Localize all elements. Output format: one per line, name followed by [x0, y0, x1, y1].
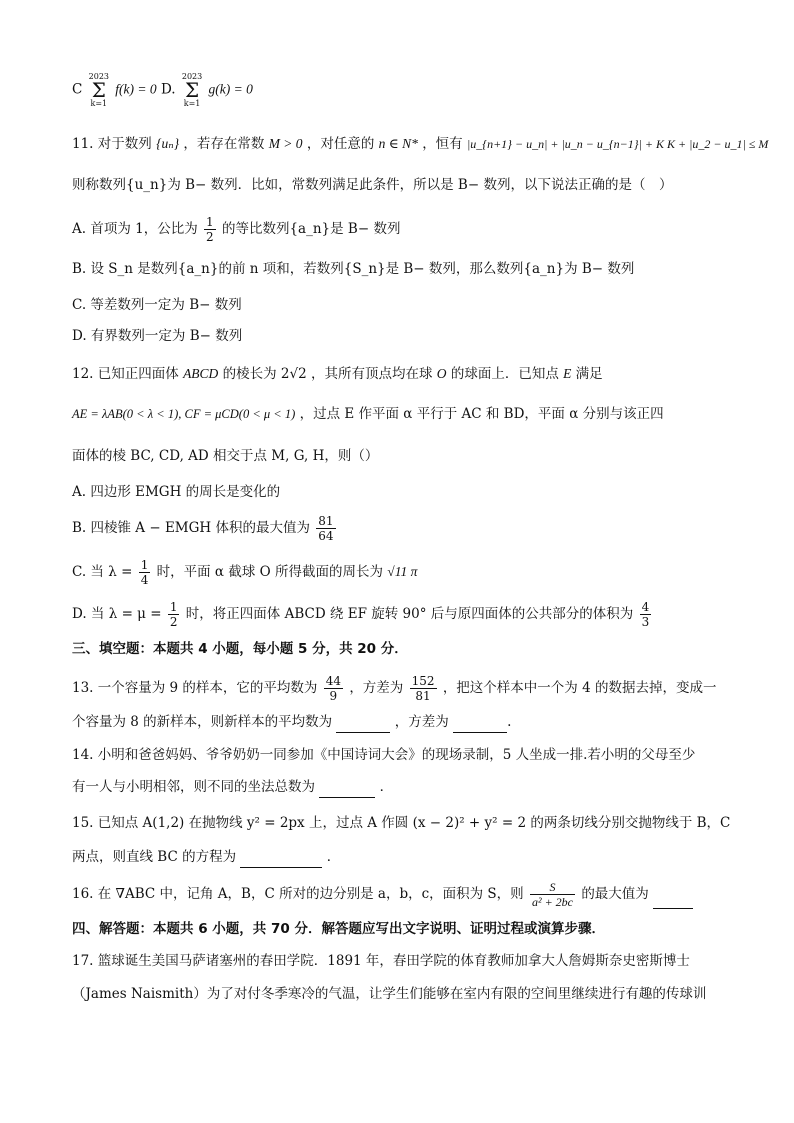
q16-text: 的最大值为	[581, 886, 649, 902]
q12-text: 的棱长为	[222, 366, 277, 382]
fraction: $\frac{152}{81}$	[411, 674, 435, 703]
q15-line1: 15. 已知点 A(1,2) 在抛物线 y² = 2px 上，过点 A 作圆 (x − 2)² + y² = 2 的两条切线分别交抛物线于 B，C	[72, 815, 731, 831]
q11-m: M > 0	[268, 136, 303, 151]
q13-line2	[72, 711, 511, 733]
sum-upper: 2023	[181, 72, 203, 81]
q12-text: ，其所有顶点均在球	[310, 366, 433, 382]
opt-value: √11 π	[387, 564, 418, 579]
q16-line1	[72, 880, 693, 909]
q10-d-expr: g(k) = 0	[208, 81, 253, 97]
q12-option-b	[72, 514, 338, 543]
q12-option-c	[72, 558, 417, 587]
q14-line2	[72, 776, 393, 798]
q15-text: ．	[326, 849, 341, 865]
q11-text: ，对任意的	[306, 136, 375, 152]
answer-blank[interactable]	[319, 783, 375, 798]
fraction: $\frac{81}{64}$	[318, 514, 334, 543]
q14-text: 有一人与小明相邻，则不同的坐法总数为	[72, 779, 315, 795]
q12-condition: AE = λAB(0 < λ < 1), CF = μCD(0 < μ < 1)	[72, 407, 296, 421]
q11-stem-line2: 则称数列{u_n}为 B− 数列．比如，常数列满足此条件，所以是 B− 数列，以下说法正确的是（ ）	[72, 177, 673, 193]
q12-option-a: A. 四边形 EMGH 的周长是变化的	[72, 484, 281, 500]
q10-c-sigma: 2023 Σ k=1	[88, 72, 109, 108]
fraction: $\frac{1}{4}$	[140, 558, 149, 587]
q11-n: n ∈ N*	[378, 136, 418, 151]
q15-line2	[72, 846, 340, 868]
fraction: $\frac{1}{2}$	[206, 215, 214, 244]
q10-options	[72, 72, 253, 108]
opt-text: C. 当 λ =	[72, 564, 133, 580]
opt-text: B. 四棱锥 A − EMGH 体积的最大值为	[72, 520, 310, 536]
q11-option-d: D. 有界数列一定为 B− 数列	[72, 328, 243, 344]
opt-text: 时，平面 α 截球 O 所得截面的周长为	[156, 564, 383, 580]
fraction: $\frac{4}{3}$	[641, 600, 650, 629]
q12-abcd: ABCD	[183, 366, 219, 381]
q12-stem-line3: 面体的棱 BC, CD, AD 相交于点 M, G, H，则（）	[72, 448, 379, 464]
section-3-heading: 三、填空题：本题共 4 小题，每小题 5 分，共 20 分．	[72, 641, 408, 657]
q13-text: 个容量为 8 的新样本，则新样本的平均数为	[72, 714, 333, 730]
q13-text: ，方差为	[349, 680, 404, 696]
q11-inequality: |u_{n+1} − u_n| + |u_n − u_{n−1}| + K K + |u_2 − u_1| ≤ M	[466, 137, 769, 151]
q11-option-b: B. 设 S_n 是数列{a_n}的前 n 项和，若数列{S_n}是 B− 数列，那么数列{a_n}为 B− 数列	[72, 261, 635, 277]
q11-seq: {u	[156, 136, 169, 151]
q13-text: ，方差为	[394, 714, 449, 730]
q12-text: 满足	[575, 366, 603, 382]
q14-text: ．	[379, 779, 394, 795]
q13-line1	[72, 674, 716, 703]
q14-line1: 14. 小明和爸爸妈妈、爷爷奶奶一同参加《中国诗词大会》的现场录制，5 人坐成一排.若小明的父母至少	[72, 747, 696, 763]
q11-option-a	[72, 215, 400, 244]
q13-text: 13. 一个容量为 9 的样本，它的平均数为	[72, 680, 318, 696]
q10-c-expr: f(k) = 0	[115, 81, 157, 97]
q17-line2: （James Naismith）为了对付冬季寒冷的气温，让学生们能够在室内有限的空间里继续进行有趣的传球训	[72, 986, 707, 1002]
answer-blank[interactable]	[240, 853, 322, 868]
answer-blank[interactable]	[453, 718, 507, 733]
sum-lower: k=1	[183, 99, 201, 108]
q12-o: O	[436, 366, 447, 381]
q15-text: 两点，则直线 BC 的方程为	[72, 849, 237, 865]
sum-upper: 2023	[88, 72, 109, 81]
fraction: $\frac{44}{9}$	[325, 674, 342, 703]
opt-text: A. 首项为 1，公比为	[72, 221, 198, 237]
fraction: $\frac{1}{2}$	[169, 600, 178, 629]
q11-text: ，若存在常数	[183, 136, 265, 152]
q10-d-label: D.	[160, 81, 176, 98]
q12-stem-line1	[72, 363, 603, 385]
q11-text: 11. 对于数列	[72, 136, 152, 152]
section-4-heading: 四、解答题：本题共 6 小题，共 70 分．解答题应写出文字说明、证明过程或演算步骤．	[72, 921, 605, 937]
sum-lower: k=1	[90, 99, 108, 108]
q11-text: ，恒有	[422, 136, 463, 152]
q12-edge: 2√2	[280, 366, 307, 382]
q11-stem-line1: 11. 对于数列 {uₙ} ，若存在常数 M > 0 ，对任意的 n ∈ N* ，恒有 |u_{n+1} − u_n| + |u_n − u_{n−1}| + K K + |u_2 − u_1| ≤ M	[72, 136, 769, 152]
q12-stem-line2	[72, 403, 664, 425]
q13-text: ，把这个样本中一个为 4 的数据去掉，变成一	[442, 680, 717, 696]
q13-text: .	[507, 714, 512, 730]
q12-e: E	[563, 366, 572, 381]
q10-c-label: C	[72, 81, 83, 98]
q11-option-c: C. 等差数列一定为 B− 数列	[72, 297, 242, 313]
opt-text: D. 当 λ = μ =	[72, 606, 162, 622]
q12-text: ，过点 E 作平面 α 平行于 AC 和 BD，平面 α 分别与该正四	[299, 406, 664, 422]
q16-text: 16. 在 ∇ABC 中，记角 A，B，C 所对的边分别是 a，b，c，面积为 S，则	[72, 886, 524, 902]
q12-option-d	[72, 600, 653, 629]
answer-blank[interactable]	[653, 894, 693, 909]
fraction: $\frac{S}{\text{a² + 2bc}}$	[531, 880, 574, 909]
q12-text: 的球面上．已知点	[450, 366, 559, 382]
q17-line1: 17. 篮球诞生美国马萨诸塞州的春田学院．1891 年，春田学院的体育教师加拿大人詹姆斯奈史密斯博士	[72, 953, 690, 969]
q10-d-sigma: 2023 Σ k=1	[181, 72, 203, 108]
opt-text: 时，将正四面体 ABCD 绕 EF 旋转 90° 后与原四面体的公共部分的体积为	[185, 606, 634, 622]
opt-text: 的等比数列{a_n}是 B− 数列	[221, 221, 401, 237]
q12-text: 12. 已知正四面体	[72, 366, 179, 382]
answer-blank[interactable]	[336, 718, 390, 733]
